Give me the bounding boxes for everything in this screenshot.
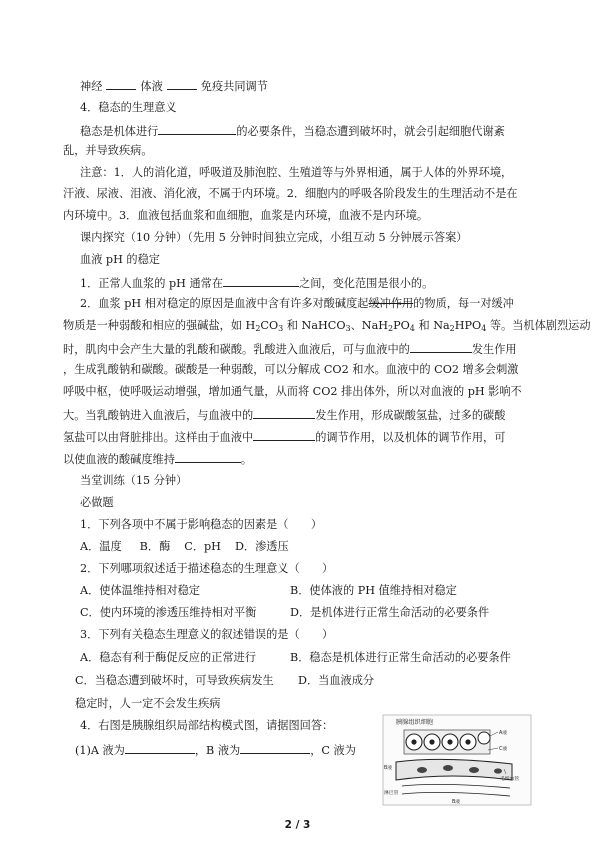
question-1-options xyxy=(80,540,289,554)
fill-blank[interactable] xyxy=(158,123,236,135)
label-b-bottom: B液 xyxy=(452,800,461,805)
paragraph-line: 稳态是机体进行 的必要条件，当稳态遭到破坏时，就会引起细胞代谢紊 xyxy=(80,125,505,138)
paragraph-line: 2．血浆 pH 相对稳定的原因是血液中含有许多对酸碱度起缓冲作用的物质，每一对缓冲 xyxy=(80,297,514,310)
label-c: C液 xyxy=(499,747,508,752)
note-line: 注意：1．人的消化道，呼吸道及肺泡腔、生殖道等与外界相通，属于人体的外界环境， xyxy=(80,166,513,179)
arrow-line xyxy=(106,82,136,90)
section-heading: 4．稳态的生理意义 xyxy=(80,101,177,114)
option-a[interactable]: A．温度 xyxy=(80,540,122,553)
question-2-stem: 2．下列哪项叙述适于描述稳态的生理意义（ ） xyxy=(80,562,334,575)
note-line: 内环境中。3．血液包括血浆和血细胞，血浆是内环境，血液不是内环境。 xyxy=(63,209,429,222)
option-d-continued: 稳定时，人一定不会发生疾病 xyxy=(75,697,221,710)
option-d[interactable]: D．渗透压 xyxy=(234,540,289,553)
fill-blank[interactable] xyxy=(410,341,472,353)
fill-blank[interactable] xyxy=(175,451,241,463)
fill-blank[interactable] xyxy=(223,275,299,287)
label-capillary: 毛细血管 xyxy=(500,777,520,782)
figure-title: 胰腺组织细胞 xyxy=(396,719,434,726)
option-b[interactable]: B．使体液的 PH 值维持相对稳定 xyxy=(290,584,457,597)
option-c[interactable]: C．使内环境的渗透压维持相对平衡 xyxy=(80,606,257,619)
question-4-part-1: (1)A 液为 ，B 液为 ，C 液为 xyxy=(75,744,356,757)
paragraph-line: 时，肌肉中会产生大量的乳酸和碳酸。乳酸进入血液后，可与血液中的 发生作用 xyxy=(63,343,517,356)
paragraph-line: 物质是一种弱酸和相应的强碱盐，如 $H_2CO_3$ 和 NaHCO$_3$、$NaH_2PO_4$ 和 $Na_2HPO_4$ 等。当机体剧烈运动 xyxy=(63,319,591,333)
note-line: 汗液、尿液、泪液、消化液，不属于内环境。2．细胞内的呼吸各阶段发生的生理活动不是在 xyxy=(63,187,518,200)
paragraph-line: 以使血液的酸碱度维持 。 xyxy=(63,453,253,466)
fill-blank[interactable] xyxy=(125,742,195,754)
label-lymph: 淋巴管 xyxy=(384,791,399,796)
regulation-line: 神经 体液 免疫共同调节 xyxy=(80,80,268,93)
option-c[interactable]: C．pH xyxy=(184,540,221,553)
tissue-cells xyxy=(404,730,490,754)
label-a: A液 xyxy=(499,731,508,736)
fill-blank[interactable] xyxy=(253,429,315,441)
subsection-heading: 必做题 xyxy=(80,496,114,509)
paragraph-line: 氢盐可以由肾脏排出。这样由于血液中 的调节作用，以及机体的调节作用，可 xyxy=(63,431,506,444)
option-b[interactable]: B．酶 xyxy=(139,540,171,553)
question-4-stem: 4．右图是胰腺组织局部结构模式图，请据图回答： xyxy=(80,719,334,732)
pancreas-tissue-diagram xyxy=(382,714,532,806)
arrow-line xyxy=(167,82,197,90)
option-d[interactable]: D．是机体进行正常生命活动的必要条件 xyxy=(290,606,490,619)
option-a[interactable]: A．使体温维持相对稳定 xyxy=(80,584,200,597)
option-d[interactable]: D．当血液成分 xyxy=(298,674,375,687)
question-3-stem: 3．下列有关稳态生理意义的叙述错误的是（ ） xyxy=(80,628,334,641)
fill-blank[interactable] xyxy=(240,742,310,754)
option-c[interactable]: C．当稳态遭到破坏时，可导致疾病发生 xyxy=(75,674,274,687)
option-a[interactable]: A．稳态有利于酶促反应的正常进行 xyxy=(80,651,256,664)
section-heading: 当堂训练（15 分钟） xyxy=(80,474,188,487)
paragraph-line: ，生成乳酸钠和碳酸。碳酸是一种弱酸，可以分解成 CO2 和水。血液中的 CO2 增多会刺激 xyxy=(63,363,519,376)
label-b: B液 xyxy=(384,766,393,771)
question-1-stem: 1．下列各项中不属于影响稳态的因素是（ ） xyxy=(80,518,323,531)
paragraph-line: 大。当乳酸钠进入血液后，与血液中的 发生作用，形成碳酸氢盐，过多的碳酸 xyxy=(63,409,506,422)
option-b[interactable]: B．稳态是机体进行正常生命活动的必要条件 xyxy=(290,651,511,664)
fill-blank[interactable] xyxy=(253,407,315,419)
paragraph-line: 1．正常人血浆的 pH 通常在 之间，变化范围是很小的。 xyxy=(80,277,434,290)
paragraph-line: 乱，并导致疾病。 xyxy=(63,144,153,157)
subsection-heading: 血液 pH 的稳定 xyxy=(80,253,160,266)
page-number: 2 / 3 xyxy=(284,819,311,831)
section-heading: 课内探究（10 分钟）（先用 5 分钟时间独立完成，小组互动 5 分钟展示答案） xyxy=(80,231,468,244)
paragraph-line: 呼吸中枢，使呼吸运动增强，增加通气量，从而将 CO2 排出体外，所以对血液的 pH 影响不 xyxy=(63,385,522,398)
